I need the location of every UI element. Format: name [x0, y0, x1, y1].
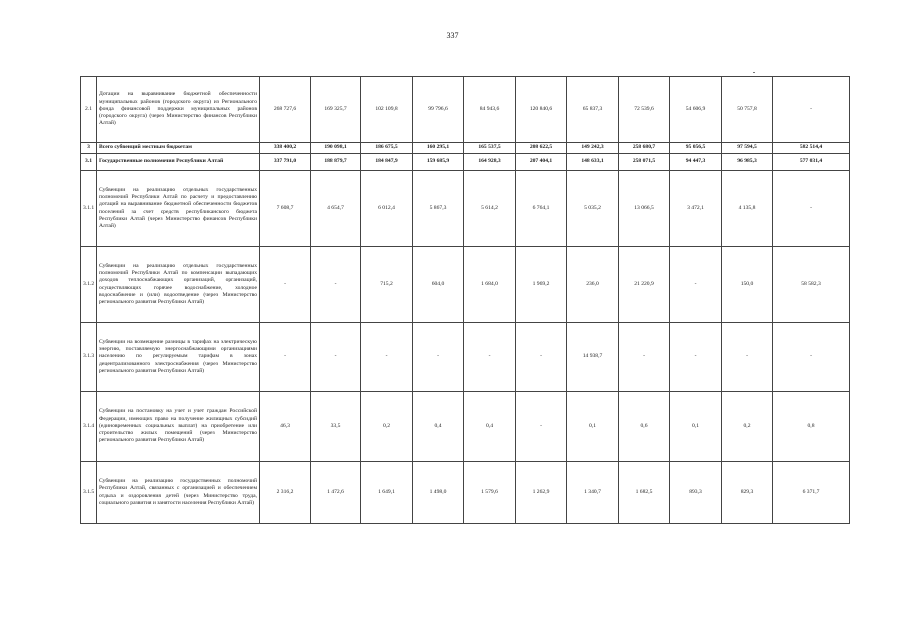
value-cell: - — [773, 171, 850, 247]
value-cell: 0,1 — [670, 392, 722, 462]
value-cell: - — [619, 323, 670, 392]
value-cell: 6 371,7 — [773, 462, 850, 524]
value-cell: - — [516, 323, 567, 392]
value-cell: - — [670, 247, 722, 323]
row-name: Субвенции на постановку на учет и учет граждан Российской Федерации, имеющих право на получение жилищных субсидий (единовременных социальных выплат) на приобретение или строительство жилых помещений (через Министерство регионального развития Республики Алтай) — [97, 392, 260, 462]
value-cell: - — [260, 247, 311, 323]
value-cell: 164 928,3 — [464, 154, 516, 171]
table-row — [81, 171, 850, 247]
value-cell: 1 649,1 — [361, 462, 413, 524]
value-cell: 5 614,2 — [464, 171, 516, 247]
value-cell: 1 684,0 — [464, 247, 516, 323]
value-cell: 33,5 — [311, 392, 361, 462]
value-cell: 1 472,6 — [311, 462, 361, 524]
row-name: Субвенции на реализацию отдельных государственных полномочий Республики Алтай по расчету и предоставлению дотаций на выравнивание бюджетной обеспеченности бюджетов поселений за счет средств республиканского бюджета Республики Алтай (через Министерство финансов Республики Алтай) — [97, 171, 260, 247]
value-cell: 0,8 — [773, 392, 850, 462]
value-cell: 188 879,7 — [311, 154, 361, 171]
table-row — [81, 392, 850, 462]
value-cell: 6 012,4 — [361, 171, 413, 247]
value-cell: 184 847,9 — [361, 154, 413, 171]
value-cell: - — [361, 323, 413, 392]
value-cell: 582 514,4 — [773, 143, 850, 154]
value-cell: 65 837,3 — [567, 77, 619, 143]
table-row — [81, 77, 850, 143]
value-cell: 4 654,7 — [311, 171, 361, 247]
row-name: Субвенции на возмещение разницы в тарифах на электрическую энергию, поставляемую энергоснабжающими организациями населению по регулируемым тарифам в зонах децентрализованного электроснабжения (через Министерство регионального развития Республики Алтай) — [97, 323, 260, 392]
value-cell: 0,4 — [464, 392, 516, 462]
value-cell: 1 579,6 — [464, 462, 516, 524]
value-cell: 46,3 — [260, 392, 311, 462]
table-body — [81, 77, 850, 524]
row-name: Субвенции на реализацию государственных полномочий Республики Алтай, связанных с организацией и обеспечением отдыха и оздоровления детей (через Министерство труда, социального развития и занятости населения Республики Алтай) — [97, 462, 260, 524]
value-cell: 258 680,7 — [619, 143, 670, 154]
value-cell: 102 109,8 — [361, 77, 413, 143]
value-cell: - — [413, 323, 464, 392]
value-cell: 99 796,6 — [413, 77, 464, 143]
value-cell: - — [311, 323, 361, 392]
page-number: 337 — [446, 31, 459, 40]
value-cell: 1 340,7 — [567, 462, 619, 524]
value-cell: 208 622,5 — [516, 143, 567, 154]
value-cell: 338 400,2 — [260, 143, 311, 154]
value-cell: 3 472,1 — [670, 171, 722, 247]
value-cell: 0,2 — [722, 392, 773, 462]
value-cell: - — [516, 392, 567, 462]
value-cell: 0,4 — [413, 392, 464, 462]
value-cell: 149 242,3 — [567, 143, 619, 154]
value-cell: 0,1 — [567, 392, 619, 462]
value-cell: 0,6 — [619, 392, 670, 462]
value-cell: 236,0 — [567, 247, 619, 323]
value-cell: 893,3 — [670, 462, 722, 524]
value-cell: 577 031,4 — [773, 154, 850, 171]
value-cell: 159 685,9 — [413, 154, 464, 171]
value-cell: 2 316,2 — [260, 462, 311, 524]
row-name: Дотации на выравнивание бюджетной обеспеченности муниципальных районов (городского округа) из Регионального фонда финансовой поддержки муниципальных районов (городского округа) (через Министерство финансов Республики Алтай) — [97, 77, 260, 143]
value-cell: 6 764,1 — [516, 171, 567, 247]
value-cell: 21 220,9 — [619, 247, 670, 323]
value-cell: 1 262,9 — [516, 462, 567, 524]
value-cell: 715,2 — [361, 247, 413, 323]
value-cell: 84 943,6 — [464, 77, 516, 143]
value-cell: 0,2 — [361, 392, 413, 462]
value-cell: 14 938,7 — [567, 323, 619, 392]
row-code: 3.1.4 — [81, 392, 97, 462]
value-cell: 120 840,6 — [516, 77, 567, 143]
value-cell: 50 757,8 — [722, 77, 773, 143]
value-cell: 207 404,1 — [516, 154, 567, 171]
value-cell: 7 608,7 — [260, 171, 311, 247]
row-code: 3.1 — [81, 154, 97, 171]
value-cell: 190 098,1 — [311, 143, 361, 154]
row-code: 3 — [81, 143, 97, 154]
value-cell: 148 633,1 — [567, 154, 619, 171]
table-row — [81, 143, 850, 154]
value-cell: 1 682,5 — [619, 462, 670, 524]
value-cell: 97 594,5 — [722, 143, 773, 154]
value-cell: 1 498,0 — [413, 462, 464, 524]
value-cell: 94 447,3 — [670, 154, 722, 171]
budget-table — [80, 76, 850, 524]
row-code: 3.1.2 — [81, 247, 97, 323]
value-cell: 337 791,0 — [260, 154, 311, 171]
table-row — [81, 462, 850, 524]
value-cell: 829,3 — [722, 462, 773, 524]
row-code: 3.1.5 — [81, 462, 97, 524]
value-cell: 165 537,5 — [464, 143, 516, 154]
row-code: 3.1.3 — [81, 323, 97, 392]
value-cell: 5 867,3 — [413, 171, 464, 247]
value-cell: 150,0 — [722, 247, 773, 323]
value-cell: - — [260, 323, 311, 392]
value-cell: 169 325,7 — [311, 77, 361, 143]
value-cell: 604,0 — [413, 247, 464, 323]
value-cell: 13 066,5 — [619, 171, 670, 247]
table-row — [81, 154, 850, 171]
value-cell: 54 606,9 — [670, 77, 722, 143]
value-cell: - — [773, 77, 850, 143]
value-cell: 95 056,5 — [670, 143, 722, 154]
value-cell: 5 035,2 — [567, 171, 619, 247]
value-cell: 258 071,5 — [619, 154, 670, 171]
row-code: 3.1.1 — [81, 171, 97, 247]
value-cell: - — [311, 247, 361, 323]
column-tick-mark — [753, 72, 755, 73]
value-cell: 72 539,6 — [619, 77, 670, 143]
value-cell: 186 675,5 — [361, 143, 413, 154]
row-name: Всего субвенций местным бюджетам — [97, 143, 260, 154]
row-name: Государственные полномочия Республики Алтай — [97, 154, 260, 171]
table-row — [81, 323, 850, 392]
value-cell: 160 295,1 — [413, 143, 464, 154]
value-cell: 1 969,2 — [516, 247, 567, 323]
value-cell: 4 135,8 — [722, 171, 773, 247]
value-cell: - — [670, 323, 722, 392]
row-name: Субвенции на реализацию отдельных государственных полномочий Республики Алтай по компенсации выпадающих доходов теплоснабжающих организаций, организаций, осуществляющих горячее водоснабжение, холодное водоснабжение и (или) водоотведение (через Министерство регионального развития Республики Алтай) — [97, 247, 260, 323]
value-cell: 58 582,3 — [773, 247, 850, 323]
row-code: 2.1 — [81, 77, 97, 143]
value-cell: - — [722, 323, 773, 392]
value-cell: - — [464, 323, 516, 392]
value-cell: 268 727,6 — [260, 77, 311, 143]
value-cell: - — [773, 323, 850, 392]
value-cell: 96 985,3 — [722, 154, 773, 171]
table-row — [81, 247, 850, 323]
